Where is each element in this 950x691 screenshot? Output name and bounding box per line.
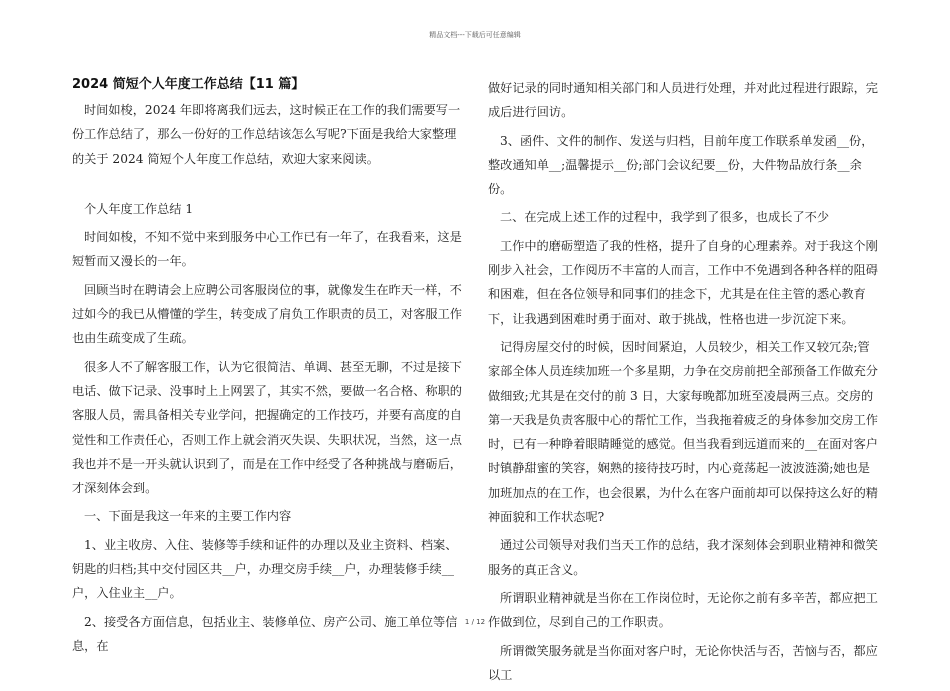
document-title: 2024 简短个人年度工作总结【11 篇】: [72, 77, 305, 92]
paragraph: 所谓职业精神就是当你在工作岗位时，无论你之前有多辛苦，都应把工作做到位，尽到自己的工作职责。: [488, 590, 878, 630]
paragraph: 时间如梭，不知不觉中来到服务中心工作已有一年了，在我看来，这是短暂而又漫长的一年。: [72, 230, 462, 269]
left-column: [72, 72, 462, 662]
section-heading: 个人年度工作总结 1: [84, 201, 194, 216]
paragraph: 2、接受各方面信息，包括业主、装修单位、房产公司、施工单位等信息，在: [72, 614, 458, 653]
paragraph: 3、函件、文件的制作、发送与归档，目前年度工作联系单发函__份，整改通知单__;温馨提示__份;部门会议纪要__份，大件物品放行条__余份。: [488, 133, 874, 197]
section-heading: 一、下面是我这一年来的主要工作内容: [84, 509, 292, 524]
paragraph: 做好记录的同时通知相关部门和人员进行处理，并对此过程进行跟踪，完成后进行回访。: [488, 81, 878, 120]
paragraph: 1、业主收房、入住、装修等手续和证件的办理以及业主资料、档案、钥匙的归档;其中交付园区共__户，办理交房手续__户，办理装修手续__户，入住业主__户。: [72, 537, 458, 601]
spacer: [72, 175, 462, 197]
paragraph: 工作中的磨砺塑造了我的性格，提升了自身的心理素养。对于我这个刚刚步入社会，工作阅历不丰富的人而言，工作中不免遇到各种各样的阻碍和困难，但在各位领导和同事们的挂念下，尤其是在住主管的悉心教育下，让我遇到困难时勇于面对、敢于挑战，性格也进一步沉淀下来。: [488, 238, 878, 326]
paragraph: 所谓微笑服务就是当你面对客户时，无论你快活与否，苦恼与否，都应以工: [488, 643, 878, 682]
section-heading: 二、在完成上述工作的过程中，我学到了很多，也成长了不少: [500, 210, 830, 225]
page-number: 1 / 12: [464, 618, 486, 626]
paragraph: 回顾当时在聘请会上应聘公司客服岗位的事，就像发生在昨天一样，不过如今的我已从懵懂的学生，转变成了肩负工作职责的员工，对客服工作也由生疏变成了生疏。: [72, 282, 462, 346]
right-column: [488, 76, 878, 691]
paragraph: 通过公司领导对我们当天工作的总结，我才深刻体会到职业精神和微笑服务的真正含义。: [488, 538, 878, 577]
paragraph: 很多人不了解客服工作，认为它很简洁、单调、甚至无聊，不过是接下电话、做下记录、没事时上上网罢了，其实不然，要做一名合格、称职的客服人员，需具备相关专业学问，把握确定的工作技巧，并要有高度的自觉性和工作责任心，否则工作上就会消灭失误、失职状况，当然，这一点我也并不是一开头就认识到了，而是在工作中经受了各种挑战与磨砺后，才深刻体会到。: [72, 359, 462, 496]
paragraph: 时间如梭，2024 年即将离我们远去，这时候正在工作的我们需要写一份工作总结了，那么一份好的工作总结该怎么写呢?下面是我给大家整理的关于 2024 简短个人年度工作总结，欢迎大家来阅读。: [72, 103, 461, 166]
page-header: 精品文档---下载后可任意编辑: [429, 31, 521, 39]
paragraph: 记得房屋交付的时候，因时间紧迫，人员较少，相关工作又较冗杂;管家部全体人员连续加班一个多星期，力争在交房前把全部预备工作做充分做细致;尤其是在交付的前 3 日，大家每晚都加班至凌晨两三点。交房的第一天我是负责客服中心的帮忙工作，当我拖着疲乏的身体参加交房工作时，已有一种睁着眼睛睡觉的感觉。但当我看到远道而来的__在面对客户时镇静甜蜜的笑容，娴熟的接待技巧时，内心竟荡起一波波涟漪;她也是加班加点的在工作，也会很累，为什么在客户面前却可以保持这么好的精神面貌和工作状态呢?: [488, 339, 878, 525]
